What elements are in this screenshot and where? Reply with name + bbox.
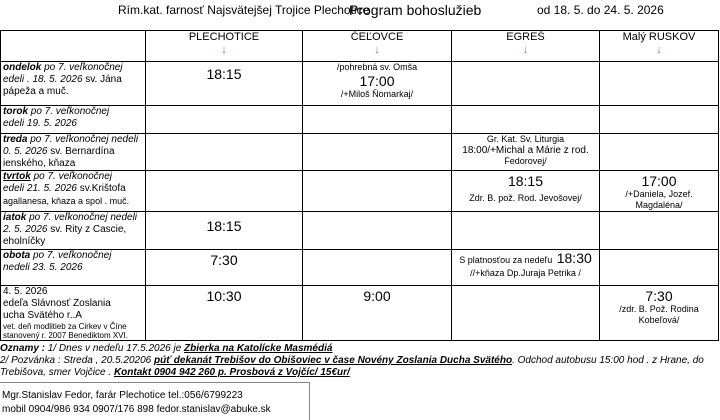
arrow-down-icon: ↓ <box>522 44 529 56</box>
egres-cell <box>452 212 600 250</box>
egres-cell: Gr. Kat. Sv. Liturgia 18:00/+Michal a Márie z rod. Fedorovej/ <box>452 134 600 171</box>
signature-contact: mobil 0904/986 934 0907/176 898 fedor.stanislav@abuke.sk <box>2 404 271 415</box>
date-range: od 18. 5. do 24. 5. 2026 <box>537 3 664 17</box>
celovce-cell: /pohrebná sv. Omša 17:00 /+Miloš Ňomarkaj/ <box>303 62 452 106</box>
day-cell: ondelok po 7. veľkonočnej edeli . 18. 5. 2026 sv. Jána pápeža a muč. <box>1 62 146 106</box>
celovce-cell <box>303 171 452 212</box>
maly-ruskov-cell <box>600 106 719 134</box>
celovce-cell <box>303 134 452 171</box>
day-cell: 4. 5. 2026 edeľa Slávnosť Zoslania ucha Svätého r..A vet. deň modlitieb za Cirkev v Číne stanovený r. 2007 Benediktom XVI. <box>1 286 146 341</box>
announcement-line: 2/ Pozvánka : Streda , 20.5.20206 púť dekanát Trebišov do Obišoviec v čase Novény Zoslania Ducha Svätého. Odchod autobusu 15:00 hod . z Hrane, do <box>0 355 704 366</box>
table-row <box>1 106 719 134</box>
announcement-line: Oznamy : 1/ Dnes v nedeľu 17.5.2026 je Zbierka na Katolícke Masmédiá <box>0 343 333 354</box>
plechotice-cell: 7:30 <box>146 250 303 286</box>
table-row <box>1 171 719 212</box>
plechotice-cell <box>146 106 303 134</box>
plechotice-cell: 10:30 <box>146 286 303 341</box>
maly-ruskov-cell <box>600 62 719 106</box>
maly-ruskov-cell <box>600 134 719 171</box>
celovce-cell: 9:00 <box>303 286 452 341</box>
arrow-down-icon: ↓ <box>374 44 380 56</box>
egres-cell <box>452 62 600 106</box>
table-header-row <box>1 31 719 62</box>
table-row <box>1 286 719 341</box>
maly-ruskov-cell <box>600 250 719 286</box>
page-title: Program bohoslužieb <box>349 2 482 18</box>
plechotice-cell <box>146 171 303 212</box>
day-column-header <box>1 31 146 62</box>
day-cell: tvrtok po 7. veľkonočnej edeli 21. 5. 2026 sv.Krištofa agallanesa, kňaza a spol . muč. <box>1 171 146 212</box>
column-plechotice: PLECHOTICE ↓ <box>146 31 303 62</box>
plechotice-cell <box>146 134 303 171</box>
maly-ruskov-cell <box>600 212 719 250</box>
table-row <box>1 134 719 171</box>
celovce-cell <box>303 212 452 250</box>
day-cell: treda po 7. veľkonočnej nedeli 0. 5. 2026 sv. Bernardína ienského, kňaza <box>1 134 146 171</box>
day-cell: obota po 7. veľkonočnej nedeli 23. 5. 2026 <box>1 250 146 286</box>
signature-name: Mgr.Stanislav Fedor, farár Plechotice tel.:056/6799223 <box>2 390 243 401</box>
column-celovce: ČEĽOVCE ↓ <box>303 31 452 62</box>
announcements <box>0 343 718 379</box>
celovce-cell <box>303 106 452 134</box>
egres-cell: S platnosťou za nedeľu 18:30 //+kňaza Dp.Juraja Petrika / <box>452 250 600 286</box>
table-row <box>1 212 719 250</box>
column-egres: EGREŠ ↓ <box>452 31 600 62</box>
maly-ruskov-cell: 17:00 /+Daniela, Jozef. Magdaléna/ <box>600 171 719 212</box>
day-cell: iatok po 7. veľkonočnej nedeli 2. 5. 2026 sv. Rity z Cascie, eholníčky <box>1 212 146 250</box>
egres-cell: 18:15 Zdr. B. pož. Rod. Jevošovej/ <box>452 171 600 212</box>
schedule-table <box>0 30 719 341</box>
plechotice-cell: 18:15 <box>146 62 303 106</box>
parish-name: Rím.kat. farnosť Najsvätejšej Trojice Plechotice <box>118 3 370 17</box>
column-maly-ruskov: Malý RUSKOV ↓ <box>600 31 719 62</box>
announcement-line: Trebišova, smer Vojčice . Kontakt 0904 942 260 p. Prosbová z Vojčíc/ 15€ur/ <box>0 367 350 378</box>
table-row <box>1 62 719 106</box>
plechotice-cell: 18:15 <box>146 212 303 250</box>
arrow-down-icon: ↓ <box>221 44 227 56</box>
egres-cell <box>452 106 600 134</box>
table-row <box>1 250 719 286</box>
egres-cell <box>452 286 600 341</box>
day-cell: torok po 7. veľkonočnej edeli 19. 5. 2026 <box>1 106 146 134</box>
arrow-down-icon: ↓ <box>656 44 662 56</box>
page-header <box>0 2 720 20</box>
signature-box <box>0 382 310 420</box>
celovce-cell <box>303 250 452 286</box>
maly-ruskov-cell: 7:30 /zdr. B. Pož. Rodina Kobeľová/ <box>600 286 719 341</box>
